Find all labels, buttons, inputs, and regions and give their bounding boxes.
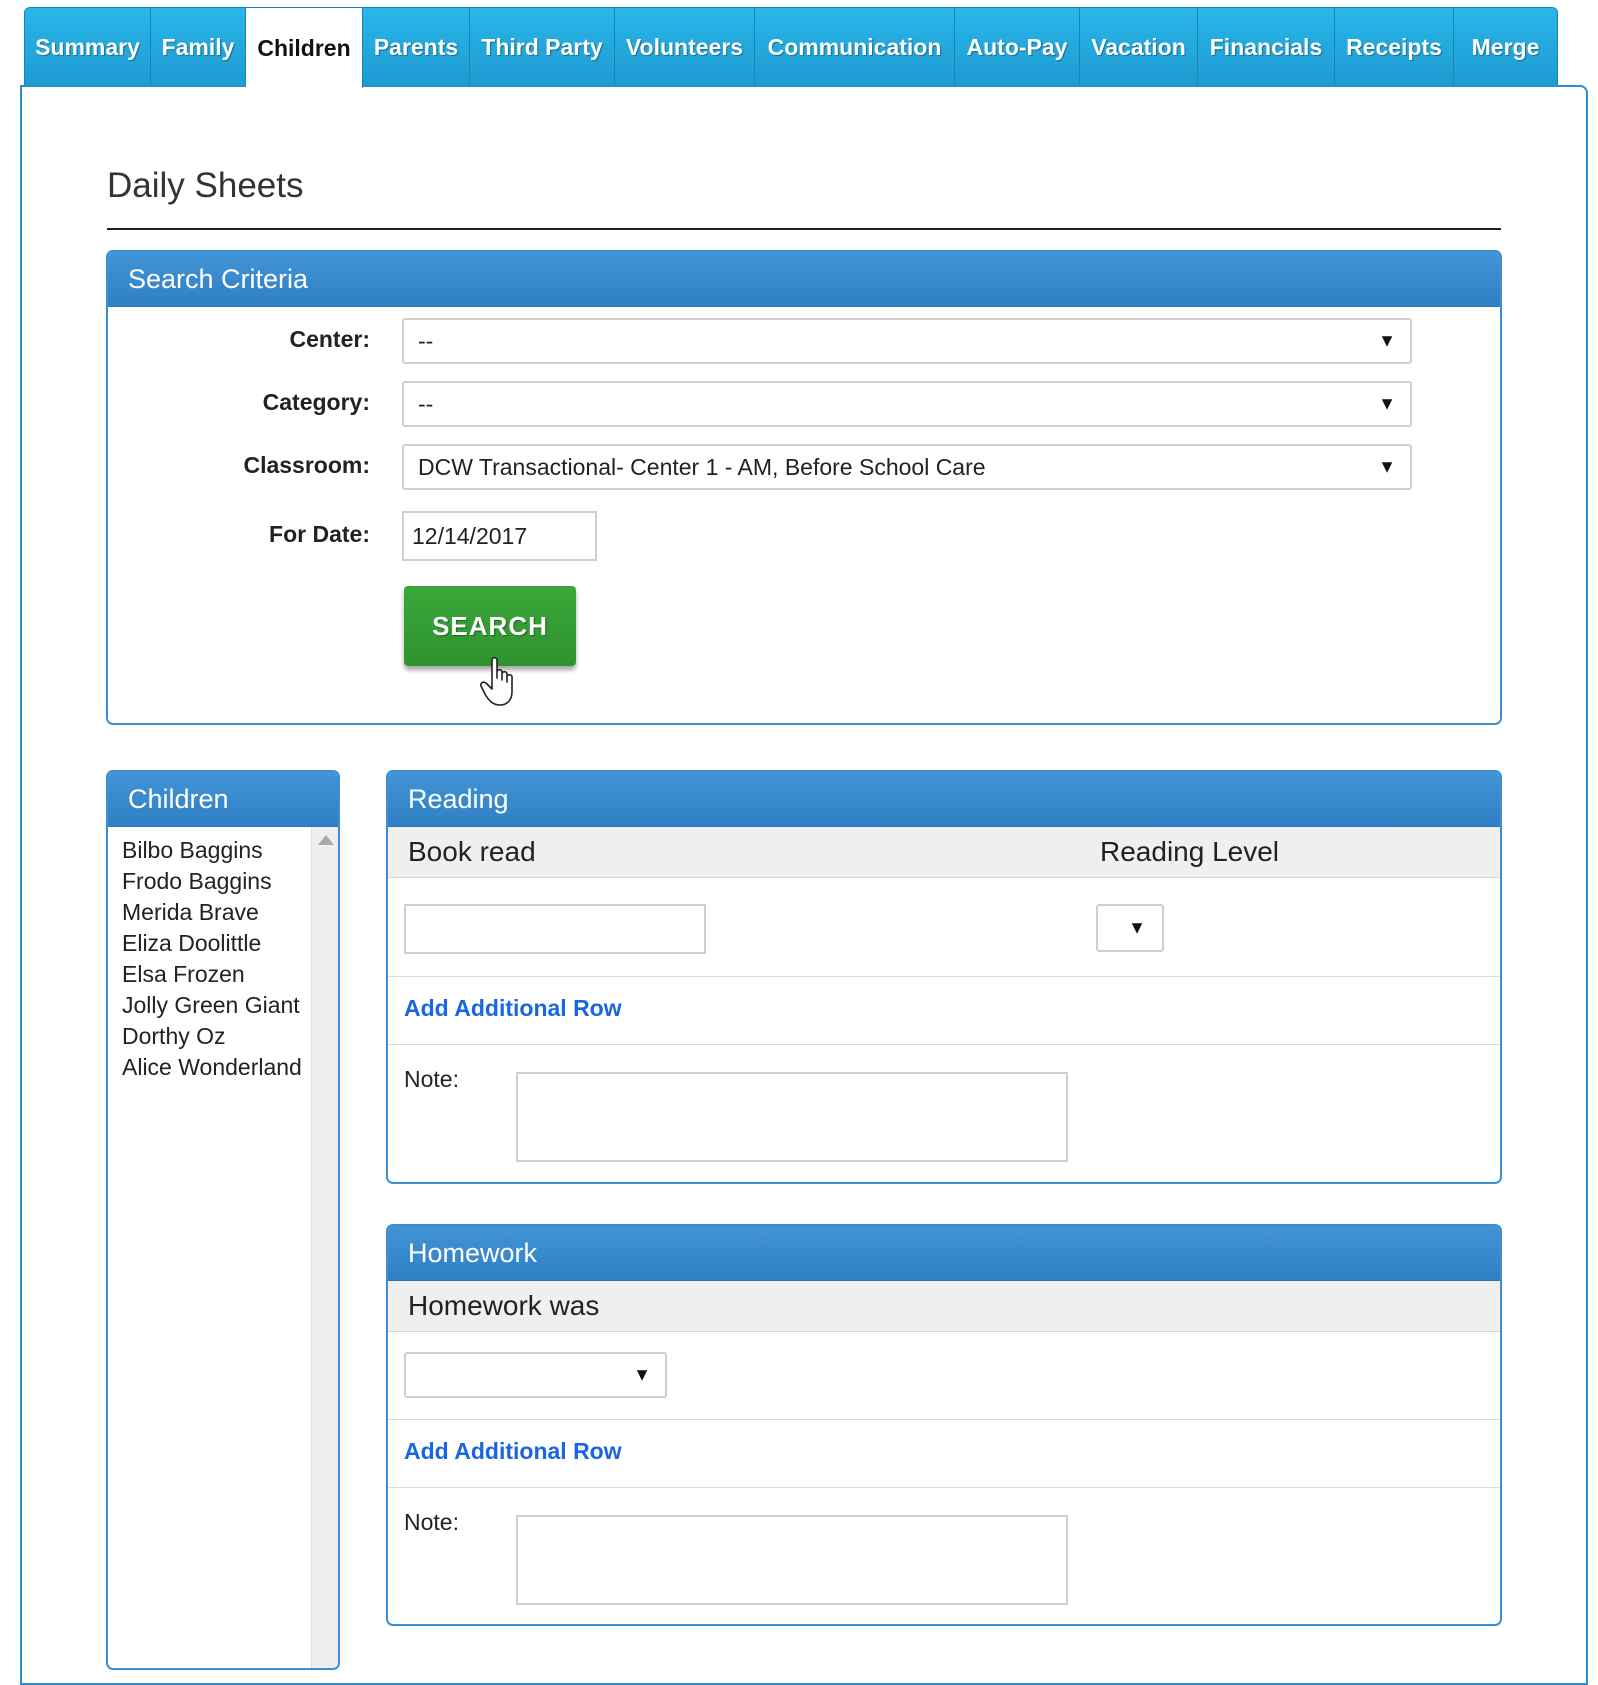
tab-financials[interactable]: Financials	[1198, 8, 1335, 86]
tab-vacation[interactable]: Vacation	[1080, 8, 1198, 86]
tab-volunteers[interactable]: Volunteers	[615, 8, 755, 86]
tab-third-party[interactable]: Third Party	[470, 8, 615, 86]
reading-note-label: Note:	[404, 1066, 459, 1092]
reading-box	[386, 770, 1502, 1184]
search-button[interactable]: SEARCH	[404, 586, 576, 666]
for-date-value: 12/14/2017	[412, 522, 528, 549]
tab-children[interactable]: Children	[246, 8, 363, 88]
category-label: Category:	[262, 389, 370, 415]
reading-note-textarea[interactable]	[516, 1072, 1068, 1162]
homework-was-column: Homework was	[408, 1290, 600, 1321]
homework-heading: Homework	[388, 1226, 1500, 1281]
homework-add-row-link[interactable]: Add Additional Row	[404, 1438, 622, 1464]
hand-pointer-icon	[480, 656, 520, 708]
reading-heading: Reading	[388, 772, 1500, 827]
search-criteria-heading: Search Criteria	[108, 252, 1500, 307]
reading-level-select[interactable]	[1096, 904, 1164, 952]
book-read-column: Book read	[408, 836, 536, 867]
center-select-value: --	[418, 327, 434, 354]
reading-column-header	[388, 827, 1500, 878]
category-select[interactable]	[402, 381, 1412, 427]
tab-merge[interactable]: Merge	[1471, 33, 1540, 60]
caret-down-icon: ▼	[1378, 330, 1396, 351]
tab-receipts[interactable]: Receipts	[1335, 8, 1454, 86]
divider	[388, 976, 1500, 977]
children-scrollbar[interactable]	[311, 827, 338, 1668]
children-box	[106, 770, 340, 1670]
child-merida-brave[interactable]: Merida Brave	[122, 899, 259, 925]
reading-level-column: Reading Level	[1100, 836, 1280, 867]
for-date-label: For Date:	[269, 521, 370, 547]
center-label: Center:	[289, 326, 370, 352]
tab-parents[interactable]: Parents	[363, 8, 470, 86]
child-eliza-doolittle[interactable]: Eliza Doolittle	[122, 930, 262, 956]
tab-summary[interactable]: Summary	[25, 8, 151, 86]
tab-auto-pay[interactable]: Auto-Pay	[955, 8, 1080, 86]
children-heading: Children	[108, 772, 338, 827]
caret-down-icon: ▼	[1128, 917, 1146, 938]
scroll-up-arrow-icon[interactable]	[318, 835, 334, 845]
classroom-select-value: DCW Transactional- Center 1 - AM, Before School Care	[418, 453, 986, 480]
child-jolly-green-giant[interactable]: Jolly Green Giant	[122, 992, 300, 1018]
homework-column-header	[388, 1281, 1500, 1332]
center-select[interactable]	[402, 318, 1412, 364]
homework-box	[386, 1224, 1502, 1626]
child-elsa-frozen[interactable]: Elsa Frozen	[122, 961, 245, 987]
homework-note-textarea[interactable]	[516, 1515, 1068, 1605]
page-title: Daily Sheets	[107, 166, 304, 205]
title-divider	[107, 228, 1501, 230]
caret-down-icon: ▼	[633, 1364, 651, 1385]
child-frodo-baggins[interactable]: Frodo Baggins	[122, 868, 272, 894]
classroom-label: Classroom:	[243, 452, 370, 478]
main-tab-bar	[24, 7, 1558, 85]
children-list[interactable]	[108, 827, 338, 1668]
caret-down-icon: ▼	[1378, 456, 1396, 477]
divider	[388, 1044, 1500, 1045]
homework-status-select[interactable]	[404, 1352, 667, 1398]
classroom-select[interactable]	[402, 444, 1412, 490]
for-date-input[interactable]	[402, 511, 597, 561]
tab-communication[interactable]: Communication	[755, 8, 955, 86]
caret-down-icon: ▼	[1378, 393, 1396, 414]
child-dorthy-oz[interactable]: Dorthy Oz	[122, 1023, 226, 1049]
divider	[388, 1419, 1500, 1420]
divider	[388, 1487, 1500, 1488]
homework-note-label: Note:	[404, 1509, 459, 1535]
tab-family[interactable]: Family	[151, 8, 246, 86]
reading-add-row-link[interactable]: Add Additional Row	[404, 995, 622, 1021]
child-bilbo-baggins[interactable]: Bilbo Baggins	[122, 837, 263, 863]
book-read-input[interactable]	[404, 904, 706, 954]
child-alice-wonderland[interactable]: Alice Wonderland	[122, 1054, 302, 1080]
category-select-value: --	[418, 390, 434, 417]
